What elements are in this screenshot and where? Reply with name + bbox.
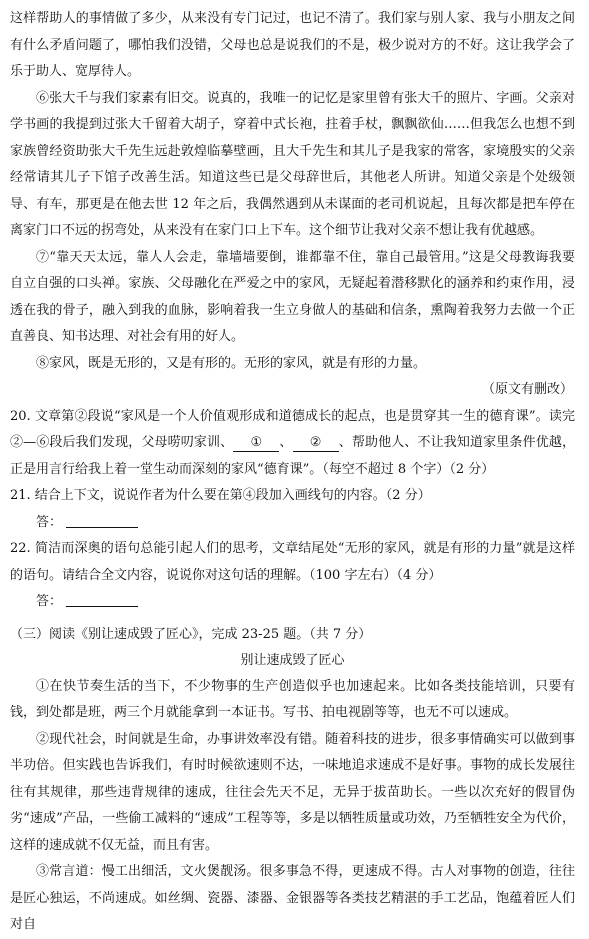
answer-21 — [10, 510, 575, 537]
question-20-separator: 、 — [279, 435, 293, 450]
question-21: 21. 结合上下文，说说作者为什么要在第④段加入画线句的内容。（2 分） — [10, 488, 431, 503]
paragraph-8: ⑧家风，既是无形的，又是有形的。无形的家风，就是有形的力量。 — [36, 355, 427, 371]
question-20-blank-1[interactable]: ① — [233, 435, 279, 452]
paragraph-continued: 这样帮助人的事情做了多少，从来没有专门记过，也记不清了。我们家与别人家、我与小朋友之间有什么矛盾问题了，哪怕我们没错，父母也总是说我们的不是，极少说对方的不好。这让我学会了乐于助人、宽厚待人。 — [10, 11, 575, 79]
source-note: （原文有删改） — [481, 382, 573, 397]
answer-21-line[interactable] — [66, 513, 138, 528]
article-paragraph-3: ③常言道：慢工出细活，文火煲靓汤。很多事急不得，更速成不得。古人对事物的创造，往往是匠心独运，不尚速成。如丝绸、瓷器、漆器、金银器等各类技艺精湛的手工艺品，饱蕴着匠人们对自 — [10, 864, 575, 932]
answer-21-label: 答： — [36, 514, 63, 530]
question-20-text-b: 、帮助他人、不让我知道家里条件优越，正是用言行给我上着一堂生动而深刻的家风“德育课”。（每空不超过 8 个字）（2 分） — [10, 435, 575, 477]
article-title: 别让速成毁了匠心 — [240, 652, 345, 668]
question-22: 22. 简洁而深奥的语句总能引起人们的思考，文章结尾处“无形的家风，就是有形的力量”就是这样的语句。请结合全文内容，说说你对这句话的理解。（100 字左右）（4 分） — [10, 541, 575, 583]
section-3-heading: （三）阅读《别让速成毁了匠心》，完成 23-25 题。（共 7 分） — [10, 626, 372, 642]
paragraph-7: ⑦“靠天天太远，靠人人会走，靠墙墙要倒，谁都靠不住，靠自己最管用。”这是父母教诲我要自立自强的口头禅。家族、父母融化在严爱之中的家风，无疑起着潜移默化的涵养和约束作用，浸透在我的骨子，融入到我的血脉，影响着我一生立身做人的基础和信条，熏陶着我努力去做一个正直善良、知书达理、对社会有用的好人。 — [10, 249, 575, 344]
question-20 — [10, 404, 575, 484]
question-20-blank-2[interactable]: ② — [293, 435, 339, 452]
answer-22-line[interactable] — [66, 592, 138, 607]
answer-22-label: 答： — [36, 594, 63, 609]
article-paragraph-2: ②现代社会，时间就是生命，办事讲效率没有错。随着科技的进步，很多事情确实可以做到事半功倍。但实践也告诉我们，有时时候欲速则不达，一味地追求速成不是好事。事物的成长发展往往有其规律，那些违背规律的速成，往往会先天不足，无异于拔苗助长。一些以次充好的假冒伪劣“速成”产品，一些偷工减料的“速成”工程等等，多是以牺牲质量或功效，乃至牺牲安全为代价，这样的速成就不仅无益，而且有害。 — [10, 731, 575, 853]
question-20-text-a: 20. 文章第②段说“家风是一个人价值观形成和道德成长的起点，也是贯穿其一生的德育课”。读完②—⑥段后我们发现，父母唠叨家训、 — [10, 408, 575, 450]
paragraph-6: ⑥张大千与我们家素有旧交。说真的，我唯一的记忆是家里曾有张大千的照片、字画。父亲对学书画的我提到过张大千留着大胡子，穿着中式长袍，拄着手杖，飘飘欲仙……但我怎么也想不到家族曾经资助张大千先生远赴敦煌临摹壁画，且大千先生和其儿子是我家的常客，家境殷实的父亲经常请其儿子下馆子改善生活。知道这些已是父母辞世后，其他老人所讲。知道父亲是个处级领导、有车，那更是在他去世 12 年之后，我偶然遇到从未谋面的老司机说起，且每次都是把车停在离家门口不远的拐弯处，从来没有在家门口上下车。这个细节让我对父亲不想让我有优越感。 — [10, 90, 575, 238]
answer-22 — [10, 589, 575, 616]
article-paragraph-1: ①在快节奏生活的当下，不少物事的生产创造似乎也加速起来。比如各类技能培训，只要有钱，到处都是班，两三个月就能拿到一本证书。写书、拍电视剧等等，也无不可以速成。 — [10, 678, 575, 720]
